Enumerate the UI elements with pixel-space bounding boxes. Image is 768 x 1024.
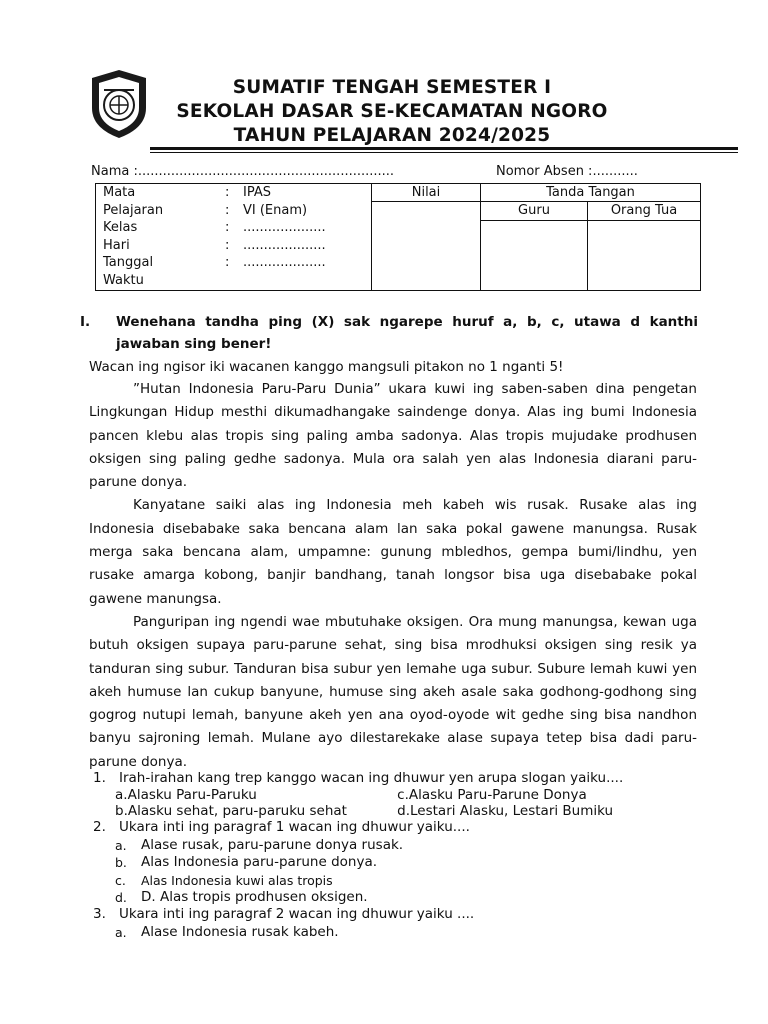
info-row-tanggal: Tanggal : .................... [103,255,326,271]
q2-option-b[interactable]: b. Alas Indonesia paru-parune donya. [115,854,378,871]
info-row-waktu: Waktu [103,272,144,288]
student-info-table [95,183,701,291]
reading-intro: Wacan ing ngisor iki wacanen kanggo mangsuli pitakon no 1 nganti 5! [89,359,564,375]
header-divider-thin [150,152,738,153]
header-title-line2: SEKOLAH DASAR SE-KECAMATAN NGORO [176,101,608,122]
question-1: 1. Irah-irahan kang trep kanggo wacan ing dhuwur yen arupa slogan yaiku.... [93,770,624,786]
kelas-blank[interactable]: .................... [243,220,326,236]
info-row-hari: Hari : .................... [103,237,326,253]
q3-option-a[interactable]: a. Alase Indonesia rusak kabeh. [115,923,339,940]
passage-paragraph-1: ”Hutan Indonesia Paru-Paru Dunia” ukara kuwi ing saben-saben dina pengetan Lingkungan Hidup mesthi dikumadhangake saindenge donya. Alas ing bumi Indonesia pancen klebu alas tropis sing paling amba sadonya. Alas tropis mujudake prodhusen oksigen sing paling gedhe sadonya. Mula ora salah yen alas Indonesia diarani paru-parune donya. [89,381,697,491]
q2-option-d[interactable]: d. D. Alas tropis prodhusen oksigen. [115,889,368,906]
nilai-box[interactable] [372,202,481,291]
q1-option-a[interactable]: a. Alasku Paru-Paruku [115,787,257,804]
questions-list [89,770,689,941]
guru-signature-box[interactable] [481,220,588,290]
question-3-text: Ukara inti ing paragraf 2 wacan ing dhuwur yaiku .... [119,906,475,923]
class-level-value: VI (Enam) [243,202,308,218]
passage-paragraph-2: Kanyatane saiki alas ing Indonesia meh kabeh wis rusak. Rusake alas ing Indonesia disebabake saka bencana alam lan saka pokal gawene manungsa. Rusak merga saka bencana alam, umpamne: gunung mbledhos, gempa bumi/lindhu, yen rusake amarga kobong, banjir bandhang, tanah longsor bisa uga disebabake pokal gawene manungsa. [89,497,697,607]
q2-option-c[interactable]: c. Alas Indonesia kuwi alas tropis [115,872,333,888]
q1-option-d[interactable]: d. Lestari Alasku, Lestari Bumiku [397,803,614,820]
absen-number-field[interactable]: Nomor Absen :........... [496,164,638,179]
info-row-pelajaran: Pelajaran : VI (Enam) [103,202,308,218]
info-row-kelas: Kelas : .................... [103,220,326,236]
info-row-mata: Mata : IPAS [103,185,271,200]
q1-option-c[interactable]: c. Alasku Paru-Parune Donya [397,787,587,804]
section-number: I. [80,314,91,330]
question-1-text: Irah-irahan kang trep kanggo wacan ing dhuwur yen arupa slogan yaiku.... [119,770,624,786]
q1-option-b[interactable]: b. Alasku sehat, paru-paruku sehat [115,803,347,820]
header-divider-thick [150,147,738,150]
passage-paragraph-3: Panguripan ing ngendi wae mbutuhake oksigen. Ora mung manungsa, kewan uga butuh oksigen supaya paru-parune sehat, sing bisa mrodhuksi oksigen sing resik ya tanduran sing subur. Tanduran bisa subur yen lemahe uga subur. Subure lemah kuwi yen akeh humuse lan cukup banyune, humuse sing akeh asale saka godhong-godhong sing gogrog nutupi lemah, banyune akeh yen ana oyod-oyode wit gedhe sing bisa nandhon banyu sajroning lemah. Mulane ayo dilestarekake alase supaya tetep bisa dadi paru-parune donya. [89,613,697,770]
guru-header: Guru [481,202,588,221]
document-header [150,76,634,148]
tanggal-blank[interactable]: .................... [243,255,326,271]
hari-blank[interactable]: .................... [243,237,326,253]
subject-details-cell [96,184,372,291]
question-3: 3. Ukara inti ing paragraf 2 wacan ing dhuwur yaiku .... [93,906,475,923]
reading-passage [89,378,697,774]
school-emblem-logo [88,68,150,140]
q2-option-a[interactable]: a. Alase rusak, paru-parune donya rusak. [115,836,404,853]
header-title-line1: SUMATIF TENGAH SEMESTER I [232,77,552,98]
subject-value: IPAS [243,185,271,200]
nilai-header: Nilai [372,184,481,202]
parent-header: Orang Tua [588,202,701,221]
question-2-text: Ukara inti ing paragraf 1 wacan ing dhuwur yaiku.... [119,819,470,836]
parent-signature-box[interactable] [588,220,701,290]
instruction-text: Wenehana tandha ping (X) sak ngarepe huruf a, b, c, utawa d kanthi jawaban sing bener! [116,314,698,352]
name-field[interactable]: Nama :.............................................................. [91,164,395,179]
instruction-section-i [80,311,698,355]
signature-header: Tanda Tangan [481,184,701,202]
header-title-line3: TAHUN PELAJARAN 2024/2025 [233,125,551,146]
question-2: 2. Ukara inti ing paragraf 1 wacan ing dhuwur yaiku.... [93,819,470,836]
